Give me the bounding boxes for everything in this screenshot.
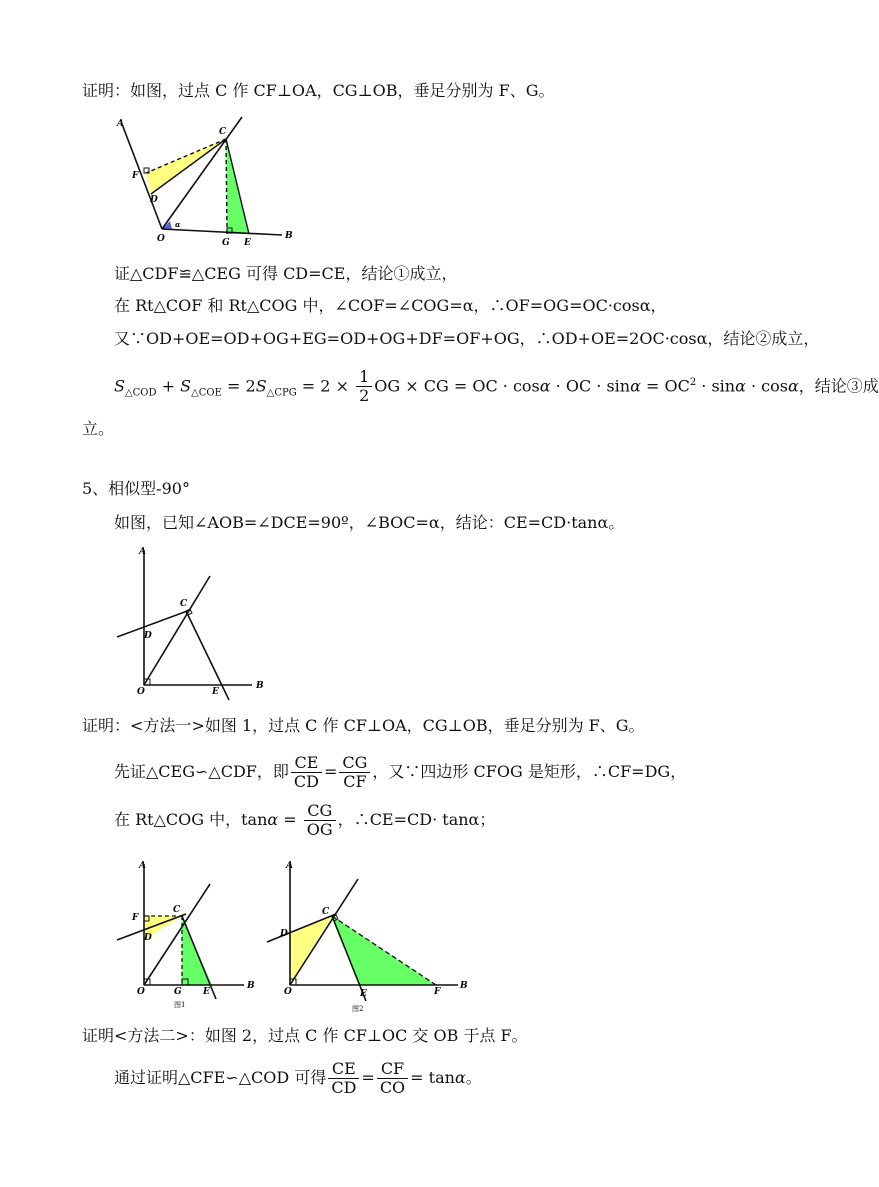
label-c: C: [180, 599, 188, 609]
label-o: O: [157, 234, 165, 244]
label-d: D: [144, 631, 152, 641]
proof-step-sum: 又∵OD+OE=OD+OG+EG=OD+OG+DF=OF+OG，∴OD+OE=2OC·cosα，结论②成立，: [114, 329, 820, 348]
label-alpha: α: [175, 220, 181, 229]
label-c: C: [173, 905, 181, 915]
label-b: B: [285, 231, 293, 241]
label-g: G: [174, 987, 182, 997]
label-f: F: [132, 913, 139, 923]
label-o: O: [137, 687, 145, 697]
label-d: D: [280, 929, 288, 939]
figure-4-diagram: [262, 854, 472, 1019]
caption-fig1: 图1: [174, 1001, 186, 1009]
proof-intro-1: 证明：如图，过点 C 作 CF⊥OA，CG⊥OB，垂足分别为 F、G。: [82, 81, 555, 100]
proof-step-right-triangles: 在 Rt△COF 和 Rt△COG 中，∠COF=∠COG=α，∴OF=OG=OC·cosα，: [114, 296, 667, 315]
proof-step-area-end: 立。: [82, 419, 115, 438]
method-two-result: 通过证明△CFE∽△COD 可得 $\frac{CE}{CD}$ = $\frac{CF}{CO}$ = tanα。: [114, 1059, 482, 1097]
label-a: A: [117, 119, 124, 129]
method-one-tan: 在 Rt△COG 中，tanα = $\frac{CG}{OG}$ ，∴CE=CD· tanα；: [114, 801, 496, 839]
label-d: D: [144, 933, 152, 943]
label-e: E: [360, 989, 367, 999]
figure-1-diagram: [112, 112, 302, 247]
figure-3-diagram: [112, 854, 262, 1014]
proof-step-congruent: 证△CDF≌△CEG 可得 CD=CE，结论①成立，: [114, 264, 458, 283]
label-e: E: [203, 987, 210, 997]
section-5-statement: 如图，已知∠AOB=∠DCE=90º，∠BOC=α，结论：CE=CD·tanα。: [114, 513, 625, 532]
label-b: B: [256, 681, 264, 691]
method-two-intro: 证明<方法二>：如图 2，过点 C 作 CF⊥OC 交 OB 于点 F。: [82, 1026, 528, 1045]
label-c: C: [322, 907, 330, 917]
section-heading-5: 5、相似型-90°: [82, 479, 190, 498]
label-f: F: [132, 171, 139, 181]
method-one-intro: 证明：<方法一>如图 1，过点 C 作 CF⊥OA，CG⊥OB，垂足分别为 F、G。: [82, 716, 645, 735]
label-b: B: [247, 981, 255, 991]
label-c: C: [219, 127, 227, 137]
label-o: O: [284, 987, 292, 997]
label-e: E: [212, 687, 219, 697]
label-f: F: [434, 987, 441, 997]
method-one-similar: 先证△CEG∽△CDF，即 $\frac{CE}{CD}$ = $\frac{CG}{CF}$ ，又∵四边形 CFOG 是矩形，∴CF=DG，: [114, 753, 687, 791]
label-a: A: [286, 861, 293, 871]
caption-fig2: 图2: [352, 1005, 364, 1013]
label-a: A: [139, 861, 146, 871]
proof-step-area-formula: $S_{\triangle COD} + S_{\triangle COE} = 2S_{\triangle CPG} = 2$ × $\frac{1}{2}$ OG × CG = OC · cosα · OC · $\sin\alpha = OC^2 \cdot \sin\alpha \cdot \cos\alpha$，结论③成: [114, 367, 879, 406]
label-b: B: [460, 981, 468, 991]
label-a: A: [139, 547, 146, 557]
label-e: E: [244, 238, 251, 248]
label-g: G: [222, 238, 230, 248]
label-o: O: [137, 987, 145, 997]
label-d: D: [150, 195, 158, 205]
figure-2-diagram: [112, 540, 272, 700]
